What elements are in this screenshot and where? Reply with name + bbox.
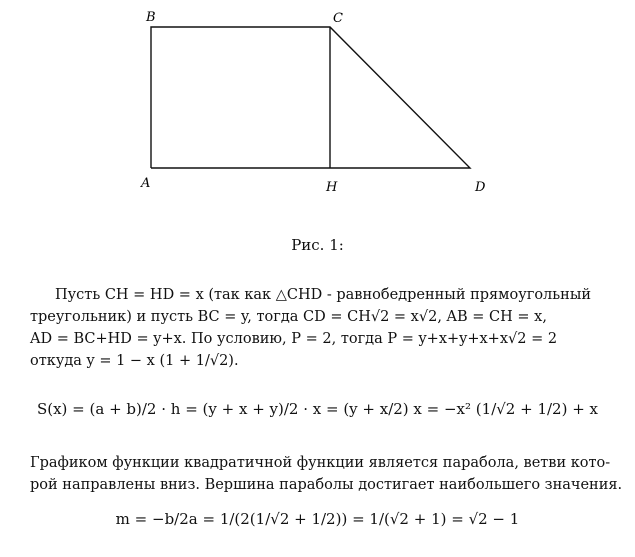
vertex-label-H: H [326, 180, 338, 195]
paragraph-1-line-1: Пусть CH = HD = x (так как △CHD - равнобедренный прямоугольный [55, 287, 592, 303]
trapezoid-outline [151, 27, 470, 168]
paragraph-2-line-2: рой направлены вниз. Вершина параболы достигает наибольшего значения. [30, 477, 623, 493]
paragraph-1-line-3: AD = BC+HD = y+x. По условию, P = 2, тогда P = y+x+y+x+x√2 = 2 [30, 331, 558, 347]
paragraph-2-line-1: Графиком функции квадратичной функции является парабола, ветви кото- [30, 455, 611, 471]
vertex-label-D: D [475, 180, 486, 195]
vertex-formula: m = −b/2a = 1/(2(1/√2 + 1/2)) = 1/(√2 + 1) = √2 − 1 [115, 510, 520, 528]
trapezoid-figure [0, 0, 635, 230]
vertex-label-A: A [141, 176, 151, 191]
area-formula: S(x) = (a + b)/2 · h = (y + x + y)/2 · x = (y + x/2) x = −x² (1/√2 + 1/2) + x [36, 400, 599, 418]
vertex-label-B: B [146, 10, 156, 25]
figure-caption: Рис. 1: [291, 236, 344, 254]
paragraph-1-line-4: откуда y = 1 − x (1 + 1/√2). [30, 353, 239, 369]
solution-paragraph-1 [30, 284, 605, 372]
solution-paragraph-2 [30, 452, 623, 496]
vertex-label-C: C [333, 11, 343, 26]
paragraph-1-line-2: треугольник) и пусть BC = y, тогда CD = CH√2 = x√2, AB = CH = x, [30, 309, 547, 325]
